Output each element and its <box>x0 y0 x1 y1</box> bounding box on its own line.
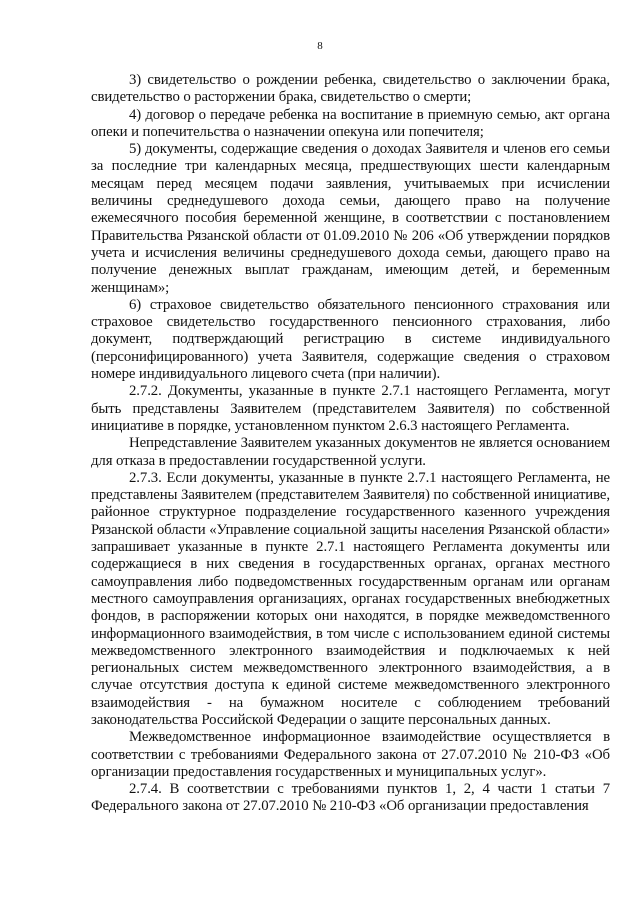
paragraph-item-4: 4) договор о передаче ребенка на воспитание в приемную семью, акт органа опеки и попечительства о назначении опекуна или попечителя; <box>91 106 610 140</box>
paragraph-2-7-4: 2.7.4. В соответствии с требованиями пунктов 1, 2, 4 части 1 статьи 7 Федерального закона от 27.07.2010 № 210-ФЗ «Об организации предоставления <box>91 781 610 815</box>
document-body <box>91 72 610 816</box>
paragraph-interdepartmental: Межведомственное информационное взаимодействие осуществляется в соответствии с требованиями Федерального закона от 27.07.2010 № 210-ФЗ «Об организации предоставления государственных и муниципальных услуг». <box>91 729 610 780</box>
paragraph-item-6: 6) страховое свидетельство обязательного пенсионного страхования или страховое свидетельство государственного пенсионного страхования, либо документ, подтверждающий регистрацию в системе индивидуального (персонифицированного) учета Заявителя, содержащие сведения о страховом номере индивидуального лицевого счета (при наличии). <box>91 296 610 383</box>
paragraph-item-3: 3) свидетельство о рождении ребенка, свидетельство о заключении брака, свидетельство о расторжении брака, свидетельство о смерти; <box>91 72 610 106</box>
paragraph-item-5: 5) документы, содержащие сведения о доходах Заявителя и членов его семьи за последние три календарных месяца, предшествующих шести календарным месяцам перед месяцем подачи заявления, учитываемых при исчислении величины среднедушевого дохода семьи, дающего право на получение ежемесячного пособия беременной женщине, в соответствии с постановлением Правительства Рязанской области от 01.09.2010 № 206 «Об утверждении порядков учета и исчисления величины среднедушевого дохода семьи, дающего право на получение денежных выплат гражданам, имеющим детей, и беременным женщинам»; <box>91 141 610 296</box>
paragraph-2-7-2: 2.7.2. Документы, указанные в пункте 2.7.1 настоящего Регламента, могут быть представлены Заявителем (представителем Заявителя) по собственной инициативе в порядке, установленном пунктом 2.6.3 настоящего Регламента. <box>91 383 610 434</box>
paragraph-2-7-3: 2.7.3. Если документы, указанные в пункте 2.7.1 настоящего Регламента, не представлены Заявителем (представителем Заявителя) по собственной инициативе, районное структурное подразделение государственного казенного учреждения Рязанской области «Управление социальной защиты населения Рязанской области» запрашивает указанные в пункте 2.7.1 настоящего Регламента документы или содержащиеся в них сведения в государственных органах, органах местного самоуправления либо подведомственных государственным органам или органам местного самоуправления организациях, органах государственных внебюджетных фондов, в распоряжении которых они находятся, в порядке межведомственного информационного взаимодействия, в том числе с использованием единой системы межведомственного электронного взаимодействия и подключаемых к ней региональных систем межведомственного электронного взаимодействия, а в случае отсутствия доступа к единой системе межведомственного электронного взаимодействия - на бумажном носителе с соблюдением требований законодательства Российской Федерации о защите персональных данных. <box>91 469 610 728</box>
page-number: 8 <box>317 40 323 52</box>
paragraph-non-submission: Непредставление Заявителем указанных документов не является основанием для отказа в предоставлении государственной услуги. <box>91 435 610 469</box>
